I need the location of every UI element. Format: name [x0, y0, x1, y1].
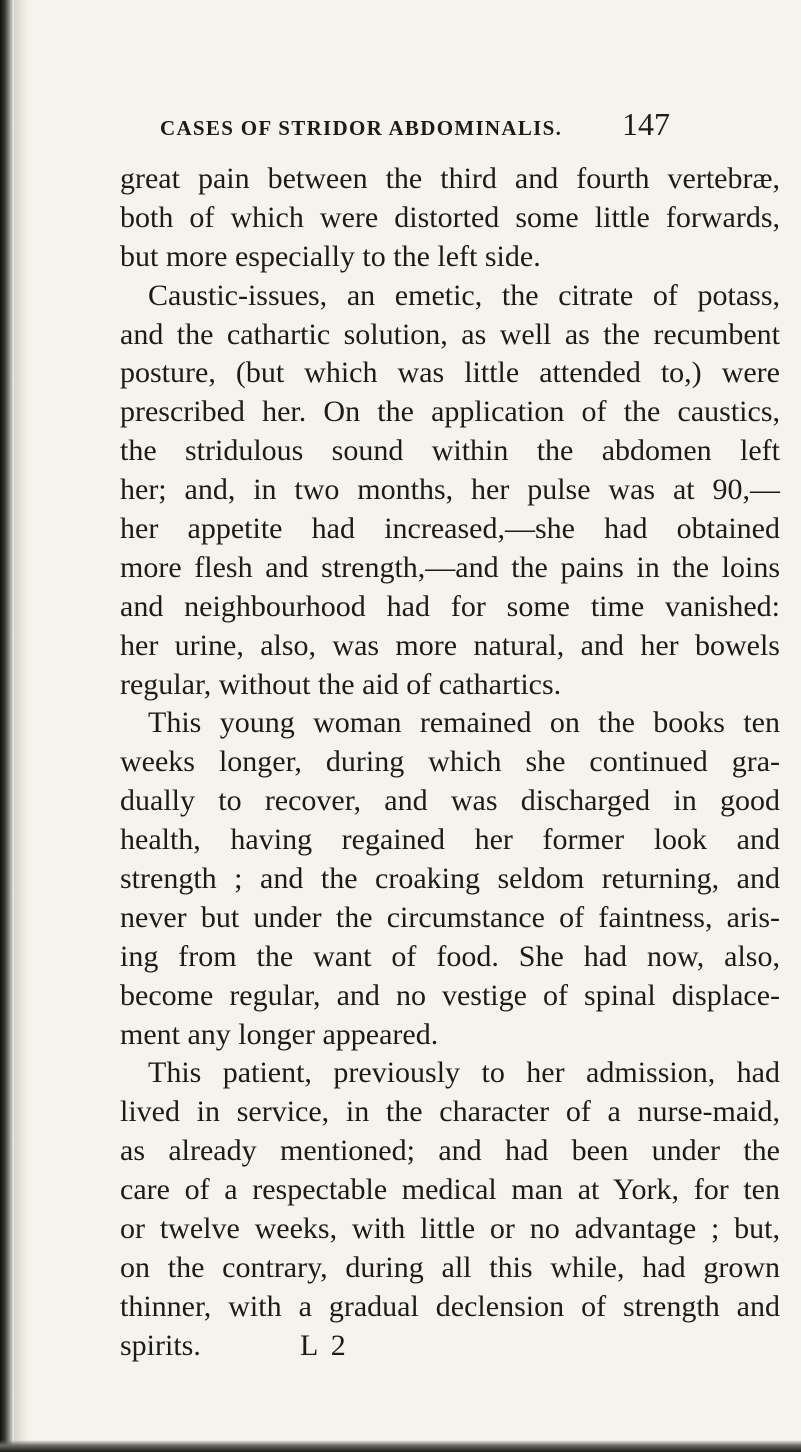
page-number: 147 — [622, 106, 670, 142]
text-line: and neighbourhood had for some time vanished: — [120, 589, 780, 623]
text-line: Caustic-issues, an emetic, the citrate of potass, — [148, 278, 780, 312]
signature-mark: L 2 — [300, 1328, 349, 1362]
binding-edge — [0, 0, 14, 1452]
text-line: and the cathartic solution, as well as the recumbent — [120, 317, 780, 351]
text-line: regular, without the aid of cathartics. — [120, 667, 562, 701]
text-line: on the contrary, during all this while, had grown — [120, 1250, 780, 1284]
text-line: health, having regained her former look and — [120, 823, 780, 857]
last-line — [120, 1327, 780, 1366]
text-line: both of which were distorted some little forwards, — [120, 200, 780, 234]
text-line: or twelve weeks, with little or no advantage ; but, — [120, 1212, 780, 1246]
text-line: her; and, in two months, her pulse was at 90,— — [120, 473, 780, 507]
text-line: ing from the want of food. She had now, also, — [120, 939, 780, 973]
running-title: CASES OF STRIDOR ABDOMINALIS. — [160, 116, 563, 140]
text-line: This young woman remained on the books ten — [148, 706, 780, 740]
text-line: ment any longer appeared. — [120, 1017, 439, 1051]
text-line: weeks longer, during which she continued gra- — [120, 745, 780, 779]
text-line: posture, (but which was little attended to,) were — [120, 356, 780, 390]
text-line: as already mentioned; and had been under the — [120, 1134, 780, 1168]
body-text — [120, 160, 780, 1366]
text-line: more flesh and strength,—and the pains in the loins — [120, 550, 780, 584]
text-line: strength ; and the croaking seldom returning, and — [120, 862, 780, 896]
text-line: great pain between the third and fourth vertebræ, — [120, 162, 780, 195]
text-line: but more especially to the left side. — [120, 239, 541, 273]
text-line: This patient, previously to her admission, had — [148, 1056, 780, 1090]
page-header — [160, 100, 780, 144]
text-line: become regular, and no vestige of spinal displace- — [120, 978, 780, 1012]
bottom-page-edge — [0, 1440, 801, 1452]
text-line: care of a respectable medical man at York, for ten — [120, 1173, 780, 1207]
text-line: the stridulous sound within the abdomen left — [120, 434, 780, 468]
text-line: her appetite had increased,—she had obtained — [120, 512, 780, 546]
text-line: her urine, also, was more natural, and her bowels — [120, 628, 780, 662]
text-line: thinner, with a gradual declension of strength and — [120, 1289, 780, 1323]
text-line: prescribed her. On the application of the caustics, — [120, 395, 780, 429]
text-line: never but under the circumstance of faintness, aris- — [120, 900, 780, 934]
text-line: dually to recover, and was discharged in good — [120, 784, 780, 818]
text-line: lived in service, in the character of a nurse-maid, — [120, 1095, 780, 1129]
last-line-text: spirits. — [120, 1328, 201, 1362]
